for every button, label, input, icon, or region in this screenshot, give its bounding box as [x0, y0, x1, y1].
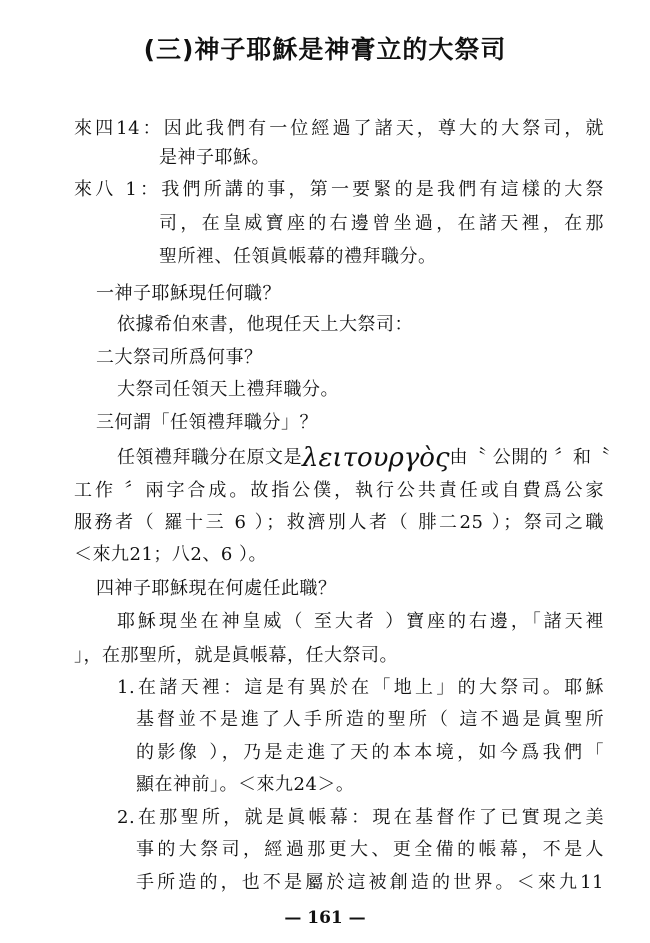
- text-line: 耶穌現坐在神皇威（ 至大者 ）寶座的右邊，「諸天裡: [117, 611, 604, 632]
- text-line: 」，在那聖所，就是眞帳幕，任大祭司。: [74, 645, 398, 666]
- page-number: — 161 —: [284, 908, 366, 928]
- text-line: ＜來九21；八2、6 ）。: [74, 544, 268, 565]
- text-line: 顯在神前」。＜來九24＞。: [136, 774, 355, 795]
- text-line: 來八 1：我們所講的事，第一要緊的是我們有這樣的大祭: [74, 179, 604, 200]
- list-item: 2.在那聖所，就是眞帳幕：現在基督作了已實現之美: [117, 807, 604, 828]
- text-line: 的影像 ），乃是走進了天的本本境，如今爲我們「: [136, 742, 604, 763]
- text-line: 基督並不是進了人手所造的聖所（ 這不過是眞聖所: [136, 709, 604, 730]
- text-line: 司，在皇威寶座的右邊曾坐過，在諸天裡，在那: [159, 213, 604, 234]
- text-line: 大祭司任領天上禮拜職分。: [117, 379, 339, 400]
- text-line: 事的大祭司，經過那更大、更全備的帳幕，不是人: [136, 839, 604, 860]
- text-line: 是神子耶穌。: [159, 147, 270, 168]
- section-heading: 一神子耶穌現任何職？: [96, 283, 281, 304]
- text-line: 服務者（ 羅十三 6 ）；救濟別人者（ 腓二25 ）；祭司之職: [74, 512, 604, 533]
- list-item: 1.在諸天裡：這是有異於在「地上」的大祭司。耶穌: [117, 677, 604, 698]
- text-line: [117, 443, 610, 473]
- text-line: 依據希伯來書，他現任天上大祭司：: [117, 314, 413, 335]
- section-heading: 二大祭司所爲何事？: [96, 347, 263, 368]
- page-title: (三)神子耶穌是神膏立的大祭司: [143, 35, 507, 64]
- section-heading: 四神子耶穌現在何處任此職？: [96, 578, 337, 599]
- text-segment: 由〝 公開的 〞和〝: [449, 447, 610, 468]
- text-segment: 任領禮拜職分在原文是: [117, 447, 302, 468]
- text-line: 工作 〞兩字合成。故指公僕，執行公共責任或自費爲公家: [74, 480, 604, 501]
- text-line: 手所造的，也不是屬於這被創造的世界。＜來九11: [136, 872, 604, 893]
- section-heading: 三何謂「任領禮拜職分」？: [96, 412, 318, 433]
- text-line: 來四14：因此我們有一位經過了諸天，尊大的大祭司，就: [74, 118, 604, 139]
- text-line: 聖所裡、任領眞帳幕的禮拜職分。: [159, 246, 437, 267]
- greek-word: λειτουργὸς: [302, 443, 450, 473]
